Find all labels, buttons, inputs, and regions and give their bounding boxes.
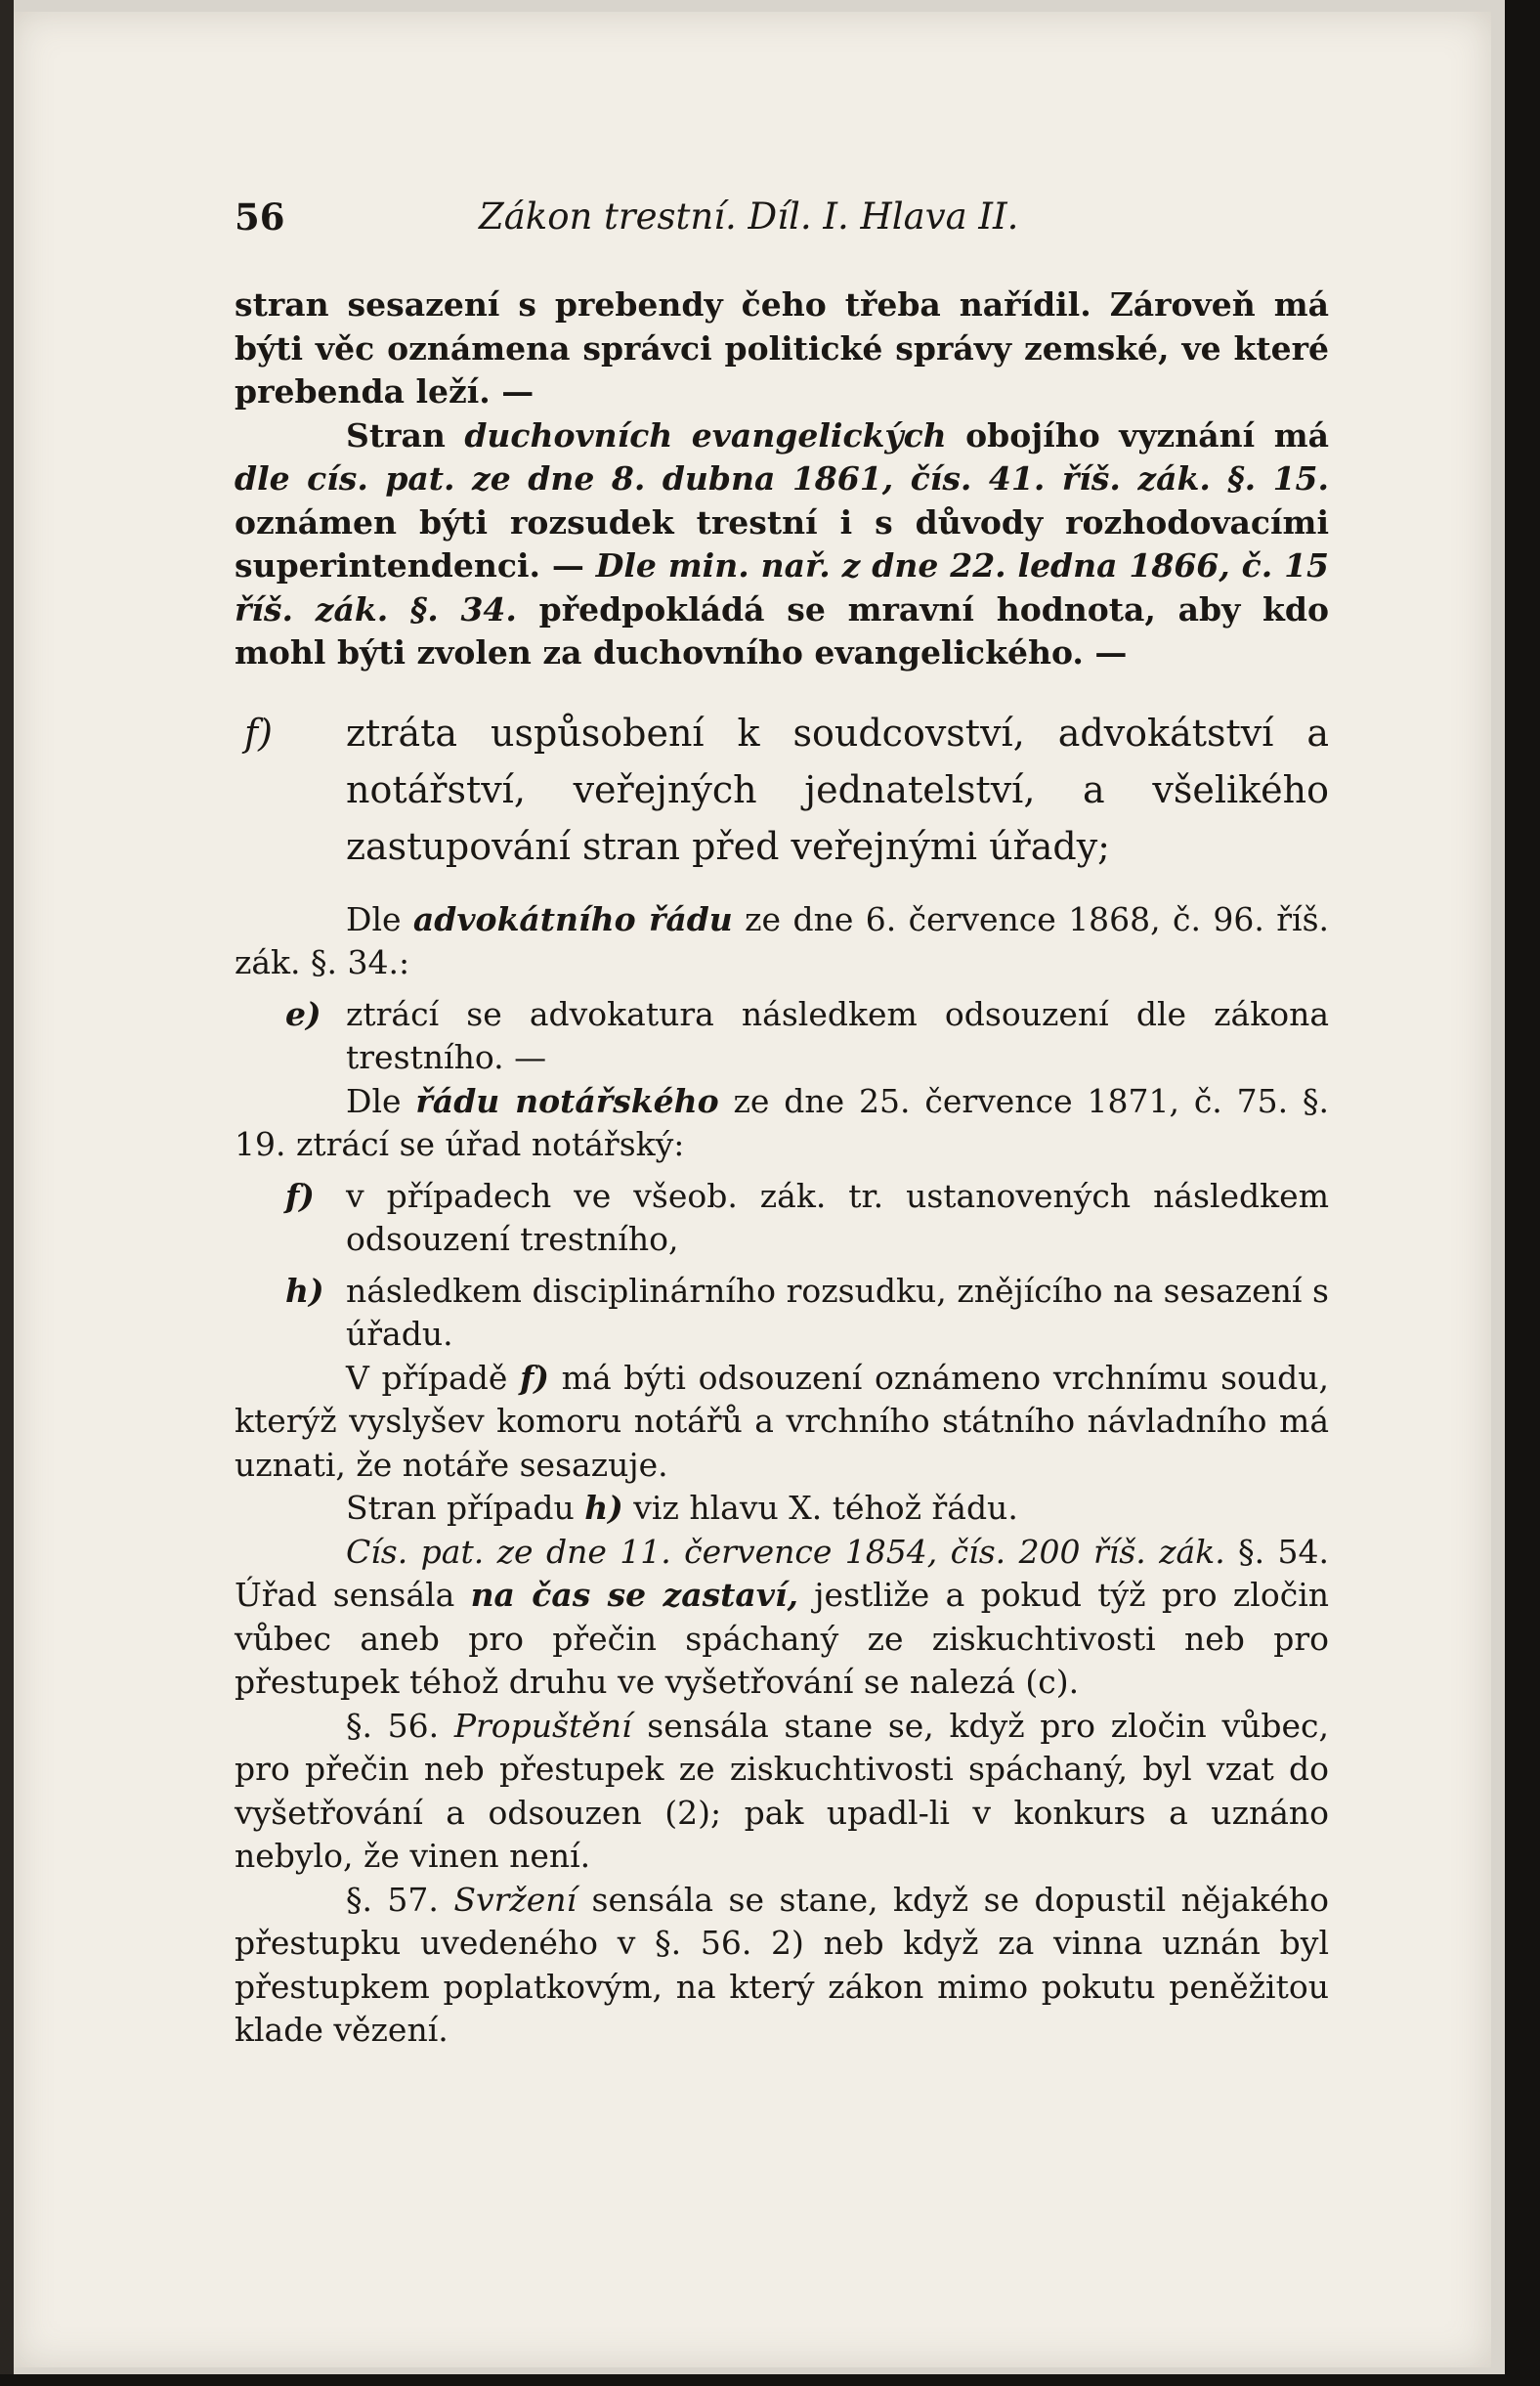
item-e-marker: e): [285, 994, 321, 1033]
paragraph-7-text-4: jestliže a pokud týž pro zločin vůbec aneb pro přečin spáchaný ze ziskuchtivosti neb pro přestupek téhož druhu ve vyšetřování se nalezá (c).: [235, 1576, 1329, 1701]
paragraph-9-text-3: sensála se stane, když se dopustil nějakého přestupku uvedeného v §. 56. 2) neb když za vinna uznán byl přestupkem poplatkovým, na který zákon mimo pokutu peněžitou klade vězení.: [235, 1880, 1329, 2049]
paragraph-2-text-5: oznámen býti rozsudek trestní i s důvody rozhodovacími superintendenci. —: [235, 502, 1329, 585]
paragraph-2-text-2: duchovních evangelických: [464, 415, 947, 455]
paragraph-3-text-2: advokátního řádu: [412, 899, 733, 938]
scan-edge-right: [1505, 0, 1540, 2386]
paragraph-6: [235, 1487, 1329, 1531]
paragraph-8: [235, 1705, 1329, 1879]
paragraph-7-citation: Cís. pat. ze dne 11. července 1854, čís. 200 říš. zák.: [346, 1532, 1225, 1571]
scan-edge-bottom: [0, 2374, 1540, 2386]
paragraph-6-text-3: viz hlavu X. téhož řádu.: [622, 1489, 1018, 1527]
paragraph-2-citation-2: Dle min. nař. z dne 22. ledna 1866, č. 15 říš. zák. §. 34.: [235, 546, 1329, 629]
paragraph-2-text-1: Stran: [346, 415, 465, 455]
paragraph-8-text-1: §. 56.: [346, 1706, 454, 1745]
paragraph-2-text-7: předpokládá se mravní hodnota, aby kdo mohl býti zvolen za duchovního evangelického. —: [235, 589, 1330, 672]
paragraph-9-text-1: §. 57.: [346, 1880, 454, 1919]
paragraph-1: [235, 283, 1329, 414]
item-h-text: následkem disciplinárního rozsudku, znějícího na sesazení s úřadu.: [346, 1271, 1329, 1353]
paragraph-7: [235, 1531, 1329, 1705]
paragraph-7-text-2: §. 54. Úřad sensála: [235, 1532, 1329, 1614]
paragraph-8-text-2: Propuštění: [453, 1706, 632, 1745]
paragraph-4-text-3: ze dne 25. července 1871, č. 75. §. 19. ztrácí se úřad notářský:: [235, 1081, 1330, 1163]
item-f-notary-text: v případech ve všeob. zák. tr. ustanovených následkem odsouzení trestního,: [346, 1176, 1329, 1258]
paragraph-4-text-1: Dle: [346, 1081, 416, 1120]
item-f-main-text: ztráta uspůsobení k soudcovství, advokátství a notářství, veřejných jednatelství, a všelikého zastupování stran před veřejnými úřady;: [346, 711, 1329, 868]
scan-edge-left: [0, 0, 14, 2386]
paragraph-4: [235, 1080, 1329, 1167]
paragraph-5-text-2: f): [520, 1358, 549, 1397]
paragraph-6-text-2: h): [584, 1489, 623, 1527]
paragraph-4-text-2: řádu notářského: [415, 1081, 719, 1120]
item-f-main: [235, 705, 1329, 875]
page-number: 56: [235, 195, 285, 239]
page-header: [235, 195, 1329, 254]
item-h-marker: h): [285, 1271, 324, 1310]
paragraph-7-text-3: na čas se zastaví,: [470, 1576, 798, 1614]
paragraph-9: [235, 1879, 1329, 2053]
item-e-text: ztrácí se advokatura následkem odsouzení dle zákona trestního. —: [346, 994, 1329, 1076]
paragraph-5: [235, 1357, 1329, 1488]
paragraph-2-text-3: obojího vyznání má: [946, 415, 1329, 455]
page-body: [235, 283, 1329, 2053]
paragraph-3-text-3: ze dne 6. července 1868, č. 96. říš. zák. §. 34.:: [235, 899, 1329, 981]
paragraph-2: [235, 414, 1329, 675]
paragraph-5-text-1: V případě: [346, 1358, 521, 1397]
item-f-main-marker: f): [244, 711, 273, 755]
paragraph-9-text-2: Svržení: [453, 1880, 578, 1919]
paragraph-5-text-3: má býti odsouzení oznámeno vrchnímu soudu, kterýž vyslyšev komoru notářů a vrchního státního návladního má uznati, že notáře sesazuje.: [235, 1358, 1329, 1484]
item-e: [235, 993, 1329, 1080]
paragraph-6-text-1: Stran případu: [346, 1489, 585, 1527]
paragraph-1-text: stran sesazení s prebendy čeho třeba nařídil. Zároveň má býti věc oznámena správci politické správy zemské, ve které prebenda leží. —: [235, 285, 1329, 411]
running-title: Zákon trestní. Díl. I. Hlava II.: [479, 195, 1019, 238]
paragraph-3-text-1: Dle: [346, 899, 413, 938]
item-h: [235, 1270, 1329, 1357]
paragraph-2-citation-1: dle cís. pat. ze dne 8. dubna 1861, čís. 41. říš. zák. §. 15.: [235, 459, 1329, 498]
item-f-notary-marker: f): [285, 1176, 315, 1215]
paragraph-8-text-3: sensála stane se, když pro zločin vůbec, pro přečin neb přestupek ze ziskuchtivosti spáchaný, byl vzat do vyšetřování a odsouzen (2); pak upadl-li v konkurs a uznáno nebylo, že vinen není.: [235, 1706, 1329, 1875]
paragraph-3: [235, 898, 1329, 985]
item-f-notary: [235, 1175, 1329, 1262]
